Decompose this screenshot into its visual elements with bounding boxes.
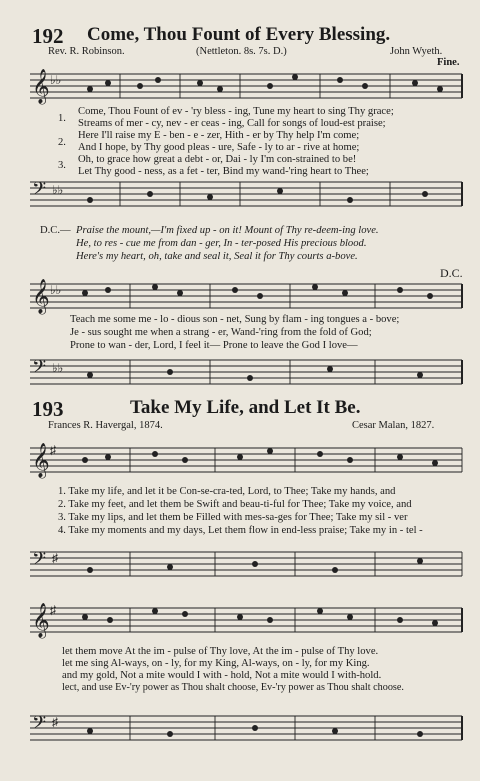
lyric-line: Let Thy good - ness, as a fet - ter, Bind my wand-'ring heart to Thee;: [78, 166, 369, 177]
svg-text:♭♭: ♭♭: [52, 361, 64, 375]
verse-number: 2.: [58, 137, 66, 148]
lyric-line: Streams of mer - cy, nev - er ceas - ing, Call for songs of loud-est praise;: [78, 118, 386, 129]
hymn-title: Come, Thou Fount of Every Blessing.: [87, 24, 391, 45]
svg-text:𝄞: 𝄞: [32, 70, 50, 103]
verse-number: 3.: [58, 160, 66, 171]
lyric-line: Teach me some me - lo - dious son - net, Sung by flam - ing tongues a - bove;: [70, 314, 400, 325]
svg-text:♯: ♯: [50, 603, 56, 617]
lyric-line: let me sing Al-ways, on - ly, for my King, Al-ways, on - ly, for my King.: [62, 658, 370, 669]
svg-text:𝄞: 𝄞: [32, 444, 50, 477]
svg-text:𝄢: 𝄢: [32, 178, 47, 203]
composer-credit: John Wyeth.: [390, 46, 443, 57]
music-staff-bass: [30, 714, 462, 744]
hymn-number: 192: [32, 24, 64, 48]
lyric-line: Come, Thou Fount of ev - 'ry bless - ing, Tune my heart to sing Thy grace;: [78, 106, 394, 117]
svg-text:♯: ♯: [52, 551, 58, 565]
lyric-line: And I hope, by Thy good pleas - ure, Safe - ly to ar - rive at home;: [78, 142, 360, 153]
lyric-line: 2. Take my feet, and let them be Swift and beau-ti-ful for Thee; Take my voice, and: [58, 499, 412, 510]
lyric-line-italic: Here's my heart, oh, take and seal it, Seal it for Thy courts a-bove.: [76, 251, 358, 262]
music-staff-treble: [30, 443, 462, 477]
composer-credit: Cesar Malan, 1827.: [352, 420, 435, 431]
music-staff-treble: [30, 282, 462, 312]
lyric-line: Oh, to grace how great a debt - or, Dai - ly I'm con-strained to be!: [78, 154, 357, 165]
dc-label: D.C.—: [40, 225, 71, 236]
lyric-line: 4. Take my moments and my days, Let them flow in end-less praise; Take my in - tel -: [58, 525, 423, 536]
lyric-line: lect, and use Ev-'ry power as Thou shalt choose, Ev-'ry power as Thou shalt choose.: [62, 682, 404, 693]
svg-text:𝄢: 𝄢: [32, 712, 47, 737]
hymn-number: 193: [32, 397, 64, 421]
author-credit: Frances R. Havergal, 1874.: [48, 420, 163, 431]
svg-text:♯: ♯: [50, 443, 56, 457]
lyric-line: Here I'll raise my E - ben - e - zer, Hith - er by Thy help I'm come;: [78, 130, 360, 141]
svg-text:𝄞: 𝄞: [32, 280, 50, 313]
lyric-line-italic: Praise the mount,—I'm fixed up - on it! Mount of Thy re-deem-ing love.: [76, 225, 379, 236]
verse-number: 1.: [58, 113, 66, 124]
lyric-line: Prone to wan - der, Lord, I feel it— Prone to leave the God I love—: [70, 340, 358, 351]
music-staff-treble: [30, 603, 462, 637]
music-staff-bass: [30, 180, 462, 210]
lyric-line: 3. Take my lips, and let them be Filled with mes-sa-ges for Thee; Take my sil - ver: [58, 512, 408, 523]
music-staff-bass: [30, 550, 462, 580]
lyric-line: and my gold, Not a mite would I with - hold, Not a mite would I with-hold.: [62, 670, 382, 681]
tune-name: (Nettleton. 8s. 7s. D.): [196, 46, 287, 57]
lyric-line: 1. Take my life, and let it be Con-se-cra-ted, Lord, to Thee; Take my hands, and: [58, 486, 396, 497]
svg-text:♭♭: ♭♭: [52, 183, 64, 197]
svg-text:𝄢: 𝄢: [32, 548, 47, 573]
hymn-title: Take My Life, and Let It Be.: [130, 397, 361, 418]
lyric-line: Je - sus sought me when a strang - er, Wand-'ring from the fold of God;: [70, 327, 372, 338]
dc-marking: D.C.: [440, 266, 463, 280]
svg-text:𝄢: 𝄢: [32, 356, 47, 381]
lyric-line-italic: He, to res - cue me from dan - ger, In - ter-posed His precious blood.: [76, 238, 367, 249]
music-staff-bass: [30, 358, 462, 388]
svg-text:♯: ♯: [52, 715, 58, 729]
author-credit: Rev. R. Robinson.: [48, 46, 125, 57]
svg-text:𝄞: 𝄞: [32, 604, 50, 637]
music-staff-treble: [30, 72, 462, 102]
lyric-line: let them move At the im - pulse of Thy love, At the im - pulse of Thy love.: [62, 646, 379, 657]
fine-marking: Fine.: [437, 57, 460, 68]
svg-text:♭♭: ♭♭: [50, 73, 62, 87]
svg-text:♭♭: ♭♭: [50, 283, 62, 297]
